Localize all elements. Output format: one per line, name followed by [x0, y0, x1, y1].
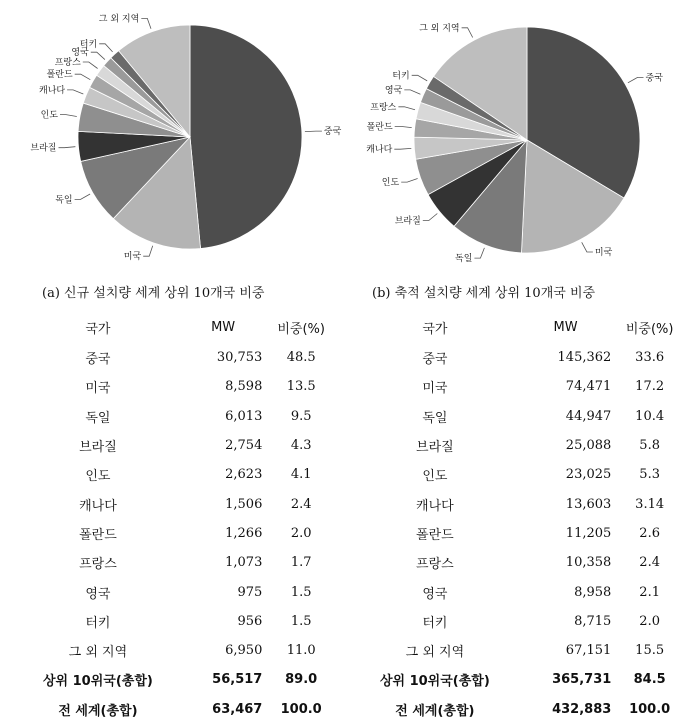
cell-mw: 30,753 [216, 350, 263, 366]
table-row [12, 431, 340, 460]
table-row [350, 577, 688, 606]
cell-mw: 2,623 [225, 467, 263, 483]
cell-country: 캐나다 [79, 498, 117, 514]
cell-country: 전 세계(총합) [395, 703, 475, 719]
cell-share: 13.5 [286, 379, 316, 395]
cell-mw: 956 [237, 613, 263, 629]
cell-country: 폴란드 [79, 527, 117, 543]
leader-line [60, 115, 77, 117]
cell-share: 11.0 [286, 643, 316, 659]
cell-mw: 63,467 [212, 701, 263, 717]
cell-share: 48.5 [286, 350, 316, 366]
cell-country: 그 외 지역 [68, 645, 128, 661]
leader-line [75, 74, 91, 80]
table-total-row [12, 695, 340, 724]
pie-slice-label: 브라질 [394, 216, 421, 227]
table-row [350, 519, 688, 548]
cell-country: 미국 [85, 381, 111, 397]
leader-line [398, 107, 415, 110]
pie-slice-label: 터키 [79, 39, 98, 50]
leader-line [404, 90, 420, 94]
table-row [350, 489, 688, 518]
pie-slice-label: 프랑스 [54, 58, 81, 68]
cell-mw: 13,603 [565, 496, 612, 512]
table-row [12, 372, 340, 401]
leader-line [143, 246, 153, 256]
cell-country: 브라질 [416, 440, 454, 456]
header-country: 국가 [422, 322, 448, 337]
pie-slice-label: 브라질 [30, 143, 57, 154]
cell-country: 상위 10위국(총합) [43, 674, 153, 690]
cell-mw: 975 [237, 584, 263, 600]
table-header-row [350, 312, 688, 343]
cell-country: 프랑스 [79, 557, 117, 573]
leader-line [628, 77, 644, 82]
pie-slice-label: 캐나다 [39, 85, 66, 96]
leader-line [99, 44, 112, 52]
pie-slice-label: 폴란드 [366, 122, 393, 133]
cell-share: 89.0 [285, 672, 318, 688]
table-row [12, 636, 340, 665]
pie-slice-label: 그 외 지역 [98, 14, 140, 25]
header-share: 비중(%) [277, 322, 325, 337]
table-row [12, 343, 340, 372]
table-row [12, 548, 340, 577]
cell-country: 터키 [85, 615, 111, 631]
cell-country: 미국 [422, 381, 448, 397]
leader-line [67, 90, 83, 94]
cell-mw: 6,013 [225, 408, 263, 424]
cell-share: 2.0 [639, 613, 660, 629]
leader-line [412, 75, 428, 81]
header-share: 비중(%) [625, 322, 674, 337]
cell-share: 1.5 [290, 613, 312, 629]
cell-mw: 8,715 [574, 613, 612, 629]
leader-line [75, 194, 91, 199]
cell-share: 5.8 [639, 438, 660, 454]
cell-country: 영국 [422, 586, 448, 602]
cell-share: 1.7 [290, 555, 312, 571]
cell-country: 프랑스 [416, 557, 454, 573]
cell-share: 1.5 [290, 584, 312, 600]
table-row [12, 402, 340, 431]
header-mw: MW [553, 320, 578, 335]
cell-mw: 11,205 [565, 525, 612, 541]
leader-line [59, 147, 76, 148]
cell-mw: 432,883 [552, 701, 612, 717]
cell-share: 4.3 [290, 438, 312, 454]
pie-slice-label: 캐나다 [366, 145, 393, 156]
cell-share: 2.4 [639, 555, 660, 571]
table-total-row [350, 695, 688, 724]
table-row [350, 343, 688, 372]
leader-line [423, 214, 438, 221]
table-row [350, 372, 688, 401]
table-row [12, 607, 340, 636]
cell-mw: 56,517 [212, 672, 263, 688]
pie-slice-label: 프랑스 [370, 102, 397, 113]
pie-slice-label: 중국 [645, 73, 663, 84]
cell-mw: 10,358 [565, 555, 612, 571]
pie-slice-label: 독일 [455, 254, 473, 265]
leader-line [401, 179, 417, 183]
pie-slice-label: 그 외 지역 [419, 23, 460, 34]
cell-share: 33.6 [635, 350, 665, 366]
cell-share: 17.2 [635, 379, 665, 395]
cell-share: 100.0 [629, 701, 671, 717]
cell-mw: 23,025 [565, 467, 612, 483]
cell-country: 브라질 [79, 440, 117, 456]
cell-mw: 44,947 [565, 408, 612, 424]
cell-country: 폴란드 [416, 527, 454, 543]
cell-mw: 67,151 [565, 643, 612, 659]
leader-line [582, 242, 593, 252]
table-row [350, 431, 688, 460]
pie-slice-label: 독일 [55, 195, 73, 206]
cell-mw: 6,950 [225, 643, 263, 659]
cell-share: 2.6 [639, 525, 660, 541]
cell-mw: 74,471 [565, 379, 612, 395]
leader-line [462, 28, 473, 38]
cell-mw: 8,598 [225, 379, 263, 395]
pie-slice-label: 영국 [384, 85, 403, 96]
header-country: 국가 [85, 322, 111, 337]
cell-share: 84.5 [633, 672, 666, 688]
cell-country: 그 외 지역 [405, 645, 465, 661]
cell-country: 전 세계(총합) [58, 703, 138, 719]
pie-slice-label: 인도 [381, 178, 400, 189]
cell-share: 10.4 [635, 408, 665, 424]
leader-line [141, 18, 151, 28]
cell-share: 2.4 [290, 496, 312, 512]
table-row [12, 460, 340, 489]
cell-country: 영국 [85, 586, 111, 602]
table-row [12, 519, 340, 548]
pie-chart-new-installations [0, 0, 350, 265]
table-row [350, 636, 688, 665]
table-row [12, 489, 340, 518]
leader-line [394, 148, 411, 149]
table-new-installations [12, 312, 340, 724]
table-total-row [12, 665, 340, 694]
header-mw: MW [211, 320, 236, 335]
pie-slice-label: 터키 [392, 71, 410, 82]
cell-mw: 25,088 [565, 438, 612, 454]
caption-new-installations: (a) 신규 설치량 세계 상위 10개국 비중 [42, 286, 265, 301]
table-row [12, 577, 340, 606]
leader-line [91, 52, 105, 59]
cell-mw: 8,958 [574, 584, 612, 600]
cell-country: 상위 10위국(총합) [379, 674, 490, 690]
table-row [350, 607, 688, 636]
pie-slice-label: 중국 [323, 127, 342, 138]
table-total-row [350, 665, 688, 694]
cell-mw: 145,362 [557, 350, 612, 366]
pie-chart-cumulative-installations [350, 0, 700, 265]
cell-country: 인도 [422, 469, 448, 485]
cell-country: 독일 [85, 410, 111, 426]
cell-country: 독일 [422, 410, 448, 426]
cell-share: 9.5 [290, 408, 312, 424]
cell-country: 중국 [422, 352, 448, 368]
cell-country: 중국 [85, 352, 111, 368]
pie-slice-label: 미국 [123, 252, 142, 263]
cell-mw: 1,266 [225, 525, 263, 541]
cell-share: 2.1 [639, 584, 660, 600]
table-row [350, 548, 688, 577]
leader-line [474, 248, 484, 258]
cell-country: 인도 [85, 469, 111, 485]
table-header-row [12, 312, 340, 343]
pie-slice-label: 인도 [40, 110, 58, 121]
cell-mw: 365,731 [552, 672, 612, 688]
caption-cumulative-installations: (b) 축적 설치량 세계 상위 10개국 비중 [372, 286, 596, 301]
cell-mw: 1,506 [225, 496, 263, 512]
table-row [350, 460, 688, 489]
cell-share: 4.1 [290, 467, 312, 483]
cell-country: 캐나다 [416, 498, 454, 514]
cell-share: 2.0 [290, 525, 312, 541]
leader-line [83, 62, 98, 69]
cell-share: 5.3 [639, 467, 660, 483]
pie-slice-label: 미국 [594, 248, 613, 258]
cell-share: 15.5 [635, 643, 665, 659]
cell-mw: 1,073 [225, 555, 263, 571]
leader-line [305, 131, 322, 132]
cell-share: 100.0 [280, 701, 322, 717]
table-cumulative-installations [350, 312, 688, 724]
pie-slice-label: 영국 [71, 48, 89, 59]
table-row [350, 402, 688, 431]
cell-country: 터키 [422, 615, 448, 631]
cell-share: 3.14 [635, 496, 665, 512]
pie-slice-label: 폴란드 [46, 70, 73, 81]
pie-slice [190, 25, 302, 249]
leader-line [395, 126, 412, 127]
cell-mw: 2,754 [225, 438, 263, 454]
